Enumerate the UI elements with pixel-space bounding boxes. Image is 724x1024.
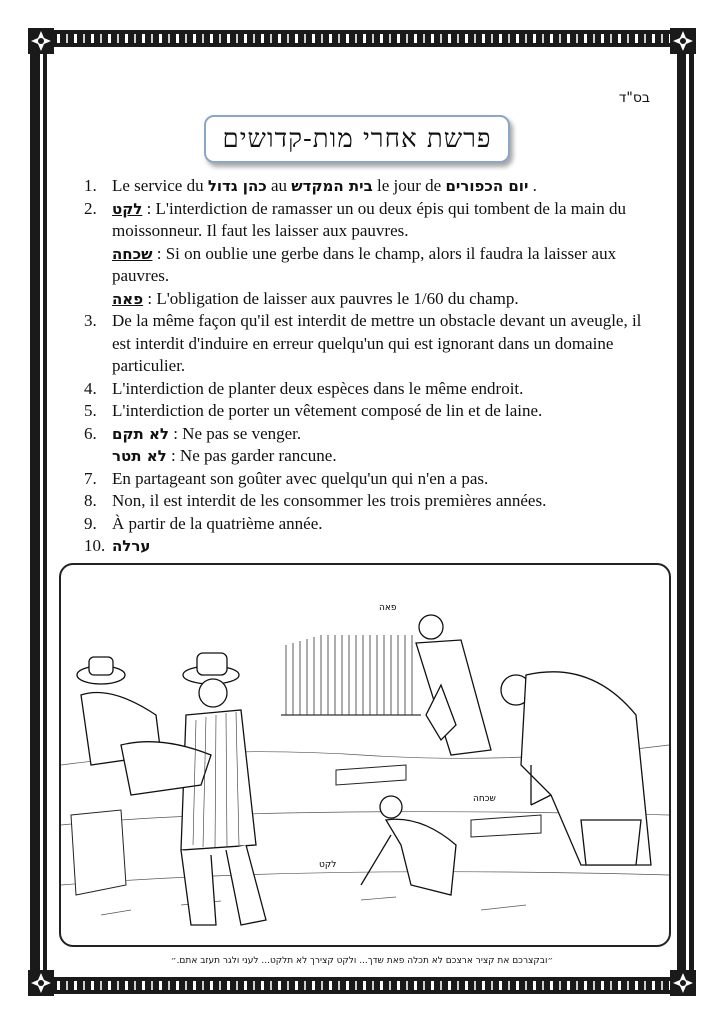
page-title: פרשת אחרי מות-קדושים [222,124,492,154]
item-text: L'interdiction de porter un vêtement composé de lin et de laine. [112,401,543,420]
item-text: : Si on oublie une gerbe dans le champ, alors il faudra la laisser aux pauvres. [112,243,617,285]
hebrew-term: לא תטר [112,447,167,465]
list-subitem [84,445,664,468]
item-text: au [266,176,292,195]
item-number: 5. [84,401,97,420]
illustration-caption: ״ובקצרכם את קציר ארצכם לא תכלה פאת שדך... ולקט קצירך לא תלקט... לעני ולגר תעזב אתם.״ [170,956,554,966]
label-peah: פאה [379,603,397,613]
gleaner-with-basket [416,615,491,755]
list-item [84,423,664,446]
harvest-scene-drawing [61,565,669,945]
bsd-header: בס"ד [618,90,650,106]
list-subitem [84,288,664,311]
item-text: . [528,176,537,195]
item-number: 9. [84,513,97,533]
label-shikcha: שכחה [473,794,496,804]
item-text: : L'obligation de laisser aux pauvres le 1/60 du champ. [143,288,519,308]
label-leket: לקט [319,860,337,870]
list-item [84,535,664,558]
list-subitem [84,243,664,288]
corner-ornament-icon [28,28,54,54]
item-number: 8. [84,491,97,510]
item-text: En partageant son goûter avec quelqu'un qui n'en a pas. [112,468,489,488]
corner-ornament-icon [670,28,696,54]
hebrew-term: יום הכפורים [445,177,529,195]
item-number: 10. [84,536,106,555]
item-text: Le service du [112,176,208,195]
hebrew-term: פאה [112,289,144,308]
item-text: De la même façon qu'il est interdit de mettre un obstacle devant un aveugle, il est interdit d'induire en erreur quelqu'un qui est ignorant dans un domaine particulier. [112,311,642,375]
list-item [84,198,664,243]
hebrew-term: בית המקדש [291,177,373,195]
item-number: 3. [84,311,97,330]
hebrew-term: לא תקם [112,424,169,443]
list-item [84,378,664,401]
item-text: : L'interdiction de ramasser un ou deux épis qui tombent de la main du moissonneur. Il faut les laisser aux pauvres. [112,198,626,240]
hebrew-term: שכחה [112,244,153,263]
elder-bending [501,672,651,865]
item-number: 6. [84,423,97,443]
item-text: Non, il est interdit de les consommer les trois premières années. [112,491,547,510]
list-item [84,513,664,536]
item-text: le jour de [372,176,446,195]
item-text: L'interdiction de planter deux espèces dans le même endroit. [112,378,524,398]
answer-list [84,175,664,558]
harvest-illustration [59,563,671,947]
item-text: : Ne pas garder rancune. [166,446,337,465]
title-box [204,115,510,163]
hebrew-term: ערלה [112,537,151,555]
list-item [84,175,664,198]
list-item [84,468,664,491]
item-text: À partir de la quatrième année. [112,513,323,533]
wheat-field [281,635,421,715]
corner-ornament-icon [28,970,54,996]
list-item [84,490,664,513]
hebrew-term: לקט [112,199,143,218]
list-item [84,310,664,378]
item-text: : Ne pas se venger. [168,423,302,443]
hebrew-term: כהן גדול [207,177,267,195]
item-number: 1. [84,176,97,195]
item-number: 2. [84,198,97,218]
item-number: 4. [84,378,97,398]
corner-ornament-icon [670,970,696,996]
child-gleaning [361,796,456,895]
list-item [84,400,664,423]
item-number: 7. [84,468,97,488]
